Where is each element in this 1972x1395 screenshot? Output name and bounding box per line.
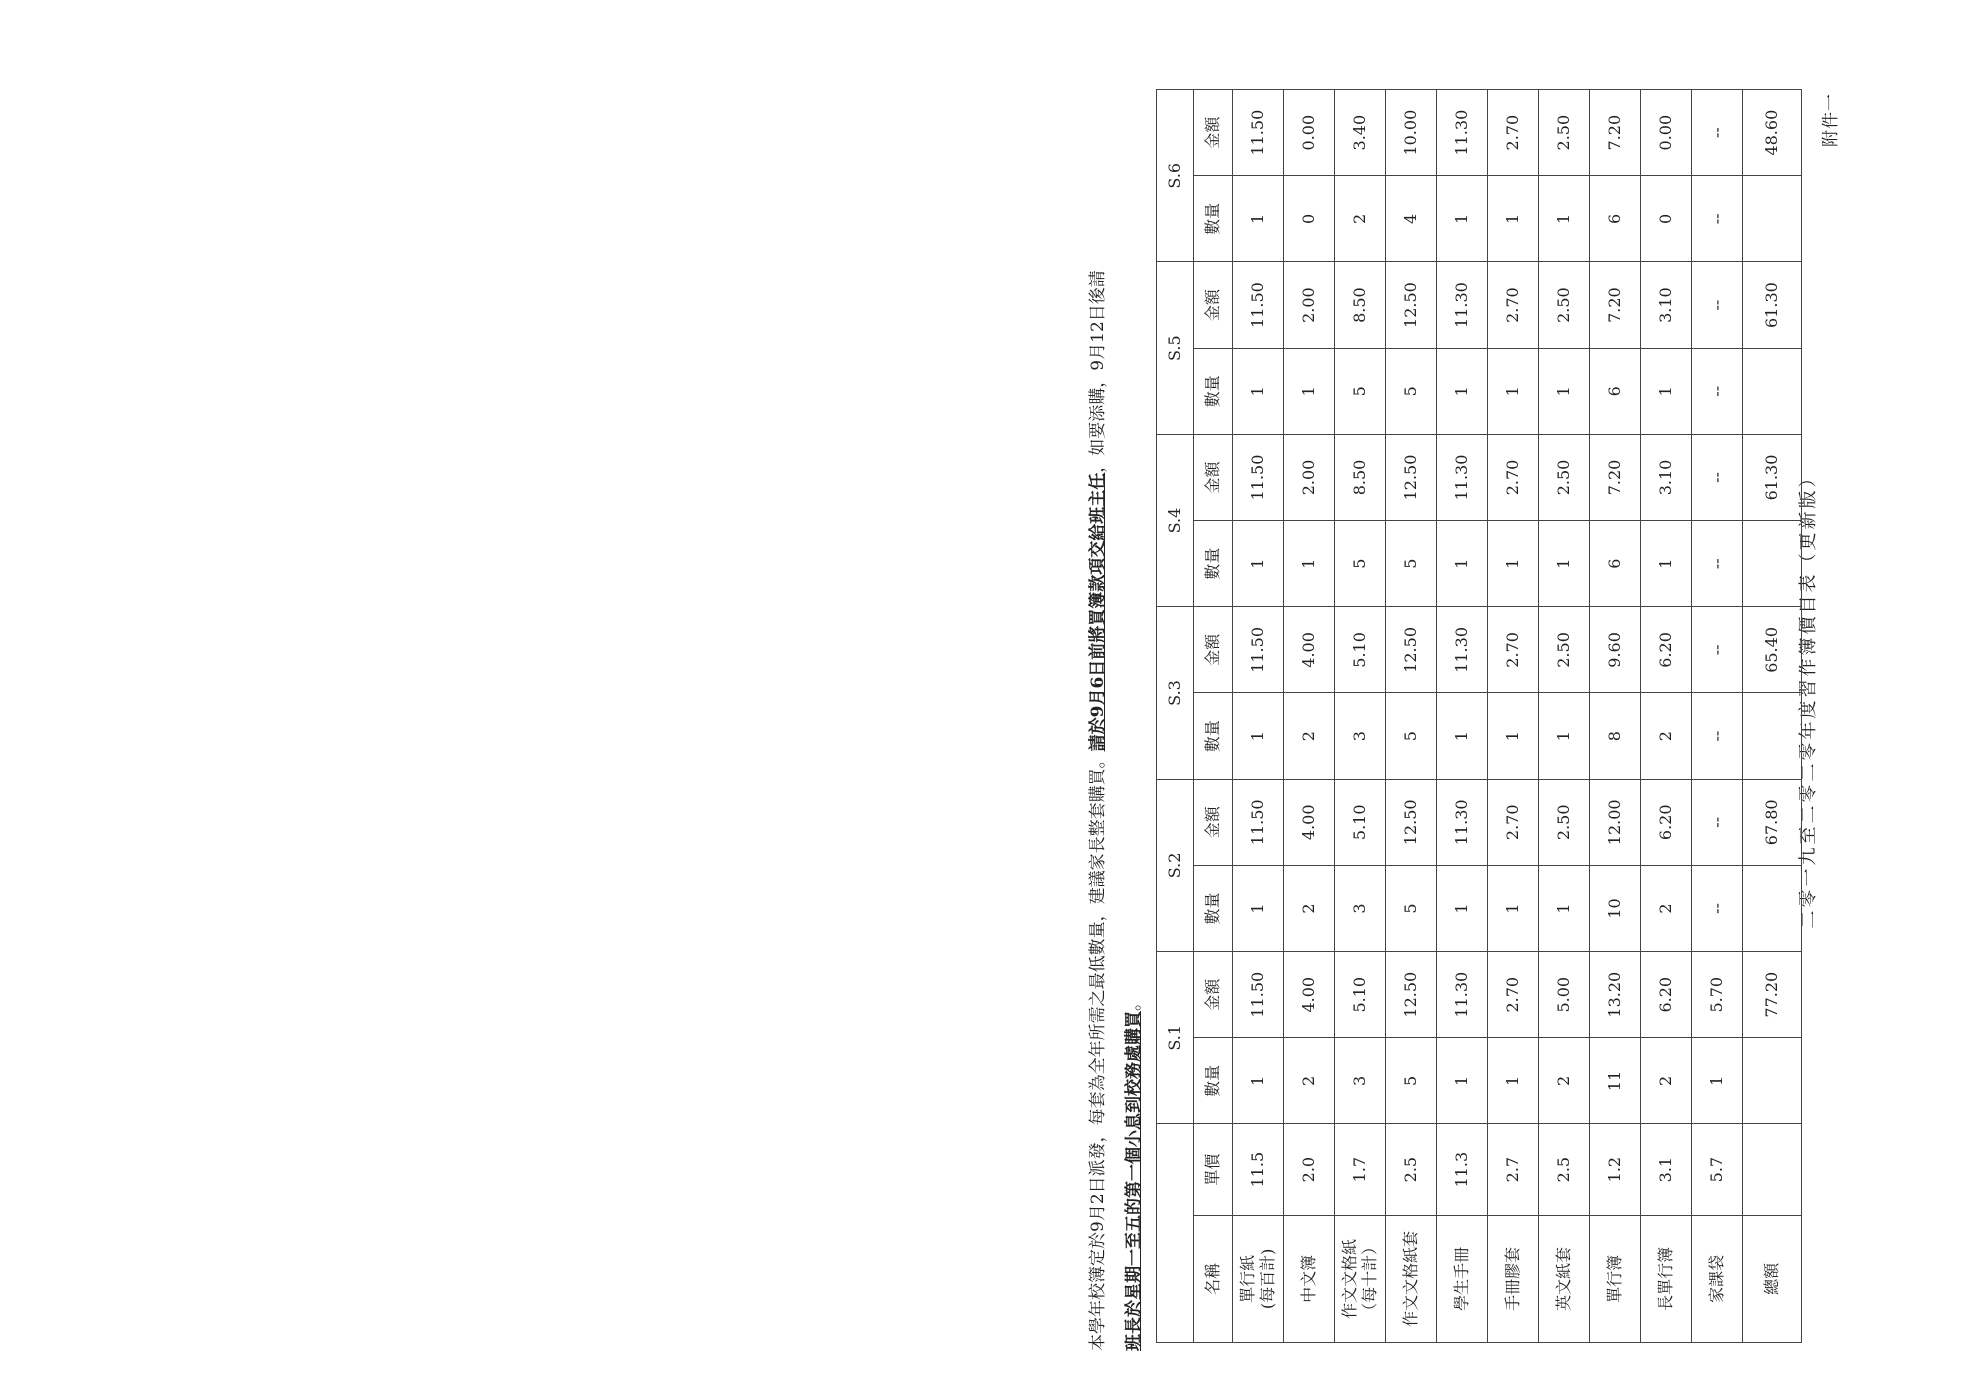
item-name <box>1488 1215 1539 1342</box>
item-name-line: 家課袋 <box>1707 1254 1726 1303</box>
amount-cell: 2.70 <box>1488 262 1539 348</box>
amount-cell: 3.10 <box>1641 434 1692 520</box>
qty-cell: 5 <box>1335 348 1386 434</box>
qty-cell: 1 <box>1539 865 1590 951</box>
amount-cell: 11.30 <box>1437 90 1488 176</box>
qty-cell: 1 <box>1488 693 1539 779</box>
header-amount: 金額 <box>1194 262 1233 348</box>
amount-cell: 11.30 <box>1437 262 1488 348</box>
qty-cell: 3 <box>1335 865 1386 951</box>
qty-cell: 2 <box>1284 1038 1335 1124</box>
total-qty-blank <box>1743 176 1802 262</box>
table-row <box>1539 90 1590 1343</box>
amount-cell: 12.50 <box>1386 779 1437 865</box>
qty-cell: 1 <box>1488 865 1539 951</box>
total-amount: 65.40 <box>1743 607 1802 693</box>
qty-cell: 2 <box>1641 693 1692 779</box>
qty-cell: 4 <box>1386 176 1437 262</box>
amount-cell: 4.00 <box>1284 607 1335 693</box>
qty-cell: 1 <box>1437 176 1488 262</box>
amount-cell: 7.20 <box>1590 262 1641 348</box>
unit-price: 1.7 <box>1335 1124 1386 1215</box>
qty-cell: 5 <box>1386 521 1437 607</box>
amount-cell: -- <box>1692 779 1743 865</box>
amount-cell: 5.00 <box>1539 952 1590 1038</box>
total-amount: 67.80 <box>1743 779 1802 865</box>
header-unit-price: 單價 <box>1194 1124 1233 1215</box>
notes-line-2 <box>1116 51 1152 1351</box>
item-name <box>1335 1215 1386 1342</box>
notes-line-2-tail: 。 <box>1124 994 1144 1011</box>
header-form-2: S.2 <box>1157 779 1194 951</box>
document-page <box>986 0 1972 1395</box>
amount-cell: 10.00 <box>1386 90 1437 176</box>
amount-cell: 9.60 <box>1590 607 1641 693</box>
total-qty-blank <box>1743 348 1802 434</box>
amount-cell: 0.00 <box>1284 90 1335 176</box>
qty-cell: 1 <box>1437 348 1488 434</box>
amount-cell: 2.50 <box>1539 779 1590 865</box>
amount-cell: 11.30 <box>1437 434 1488 520</box>
item-name <box>1233 1215 1284 1342</box>
unit-price: 2.5 <box>1386 1124 1437 1215</box>
header-row-forms <box>1157 90 1194 1343</box>
header-blank <box>1157 1124 1194 1343</box>
amount-cell: 5.10 <box>1335 607 1386 693</box>
amount-cell: 2.70 <box>1488 952 1539 1038</box>
qty-cell: 5 <box>1386 1038 1437 1124</box>
qty-cell: -- <box>1692 865 1743 951</box>
amount-cell: 5.10 <box>1335 952 1386 1038</box>
item-name <box>1284 1215 1335 1342</box>
amount-cell: 2.70 <box>1488 779 1539 865</box>
table-row <box>1284 90 1335 1343</box>
qty-cell: 1 <box>1437 865 1488 951</box>
qty-cell: 5 <box>1386 693 1437 779</box>
amount-cell: 8.50 <box>1335 262 1386 348</box>
qty-cell: 0 <box>1284 176 1335 262</box>
amount-cell: 11.30 <box>1437 952 1488 1038</box>
amount-cell: 2.70 <box>1488 607 1539 693</box>
header-form-5: S.5 <box>1157 262 1194 434</box>
amount-cell: 11.50 <box>1233 262 1284 348</box>
qty-cell: 1 <box>1437 1038 1488 1124</box>
qty-cell: 5 <box>1386 348 1437 434</box>
notes <box>1080 51 1152 1351</box>
amount-cell: 13.20 <box>1590 952 1641 1038</box>
amount-cell: 12.50 <box>1386 434 1437 520</box>
amount-cell: 4.00 <box>1284 779 1335 865</box>
qty-cell: -- <box>1692 176 1743 262</box>
header-name: 名稱 <box>1194 1215 1233 1342</box>
table-row <box>1437 90 1488 1343</box>
qty-cell: 1 <box>1488 348 1539 434</box>
amount-cell: 11.50 <box>1233 90 1284 176</box>
total-amount: 61.30 <box>1743 262 1802 348</box>
table-row <box>1386 90 1437 1343</box>
amount-cell: 5.10 <box>1335 779 1386 865</box>
qty-cell: 10 <box>1590 865 1641 951</box>
qty-cell: -- <box>1692 521 1743 607</box>
table-row <box>1590 90 1641 1343</box>
qty-cell: 5 <box>1386 865 1437 951</box>
amount-cell: 11.30 <box>1437 779 1488 865</box>
amount-cell: 8.50 <box>1335 434 1386 520</box>
qty-cell: 1 <box>1539 693 1590 779</box>
qty-cell: 1 <box>1233 176 1284 262</box>
notes-line-1 <box>1080 51 1116 1351</box>
unit-price: 2.5 <box>1539 1124 1590 1215</box>
amount-cell: 7.20 <box>1590 90 1641 176</box>
amount-cell: 2.50 <box>1539 607 1590 693</box>
item-name-line: 手冊膠套 <box>1503 1246 1522 1311</box>
header-form-1: S.1 <box>1157 952 1194 1124</box>
qty-cell: 1 <box>1539 348 1590 434</box>
qty-cell: 3 <box>1335 1038 1386 1124</box>
header-qty: 數量 <box>1194 521 1233 607</box>
item-name-line: 學生手冊 <box>1452 1246 1471 1311</box>
item-name-line: （每十計） <box>1360 1238 1379 1319</box>
qty-cell: 1 <box>1641 521 1692 607</box>
qty-cell: 1 <box>1488 176 1539 262</box>
header-qty: 數量 <box>1194 1038 1233 1124</box>
unit-price: 5.7 <box>1692 1124 1743 1215</box>
header-amount: 金額 <box>1194 90 1233 176</box>
item-name <box>1386 1215 1437 1342</box>
amount-cell: 6.20 <box>1641 607 1692 693</box>
item-name <box>1641 1215 1692 1342</box>
qty-cell: 2 <box>1284 865 1335 951</box>
header-qty: 數量 <box>1194 693 1233 779</box>
qty-cell: 1 <box>1641 348 1692 434</box>
qty-cell: 1 <box>1284 348 1335 434</box>
item-name <box>1539 1215 1590 1342</box>
qty-cell: 1 <box>1539 176 1590 262</box>
total-qty-blank <box>1743 1038 1802 1124</box>
attachment-label: 附件一 <box>1821 93 1841 147</box>
header-amount: 金額 <box>1194 434 1233 520</box>
amount-cell: 11.50 <box>1233 607 1284 693</box>
notes-line-1-tail: ，如要添購，9月12日後請 <box>1088 270 1108 473</box>
qty-cell: 2 <box>1335 176 1386 262</box>
amount-cell: 12.50 <box>1386 952 1437 1038</box>
amount-cell: 11.50 <box>1233 434 1284 520</box>
amount-cell: 12.00 <box>1590 779 1641 865</box>
header-amount: 金額 <box>1194 607 1233 693</box>
amount-cell: 2.70 <box>1488 90 1539 176</box>
document-title: 二零一九至二零二零年度習作簿價目表（更新版） <box>1798 466 1819 929</box>
header-qty: 數量 <box>1194 348 1233 434</box>
total-amount: 61.30 <box>1743 434 1802 520</box>
qty-cell: 11 <box>1590 1038 1641 1124</box>
header-form-6: S.6 <box>1157 90 1194 262</box>
header-qty: 數量 <box>1194 865 1233 951</box>
total-row <box>1743 90 1802 1343</box>
item-name-line: 中文簿 <box>1299 1254 1318 1303</box>
amount-cell: 5.70 <box>1692 952 1743 1038</box>
total-label: 總額 <box>1743 1215 1802 1342</box>
table-row <box>1488 90 1539 1343</box>
amount-cell: -- <box>1692 90 1743 176</box>
unit-price: 2.0 <box>1284 1124 1335 1215</box>
item-name-line: (每百計) <box>1258 1248 1277 1310</box>
amount-cell: -- <box>1692 607 1743 693</box>
table-row <box>1641 90 1692 1343</box>
qty-cell: 1 <box>1284 521 1335 607</box>
amount-cell: 3.40 <box>1335 90 1386 176</box>
qty-cell: 2 <box>1284 693 1335 779</box>
table-row <box>1233 90 1284 1343</box>
qty-cell: 1 <box>1233 521 1284 607</box>
qty-cell: 6 <box>1590 348 1641 434</box>
qty-cell: 1 <box>1437 521 1488 607</box>
qty-cell: -- <box>1692 348 1743 434</box>
item-name-line: 長單行簿 <box>1656 1246 1675 1311</box>
notes-line-1-emphasis: 請於9月6日前將買簿款項交給班主任 <box>1088 472 1108 752</box>
amount-cell: 2.50 <box>1539 90 1590 176</box>
qty-cell: 2 <box>1539 1038 1590 1124</box>
qty-cell: 1 <box>1233 693 1284 779</box>
header-qty: 數量 <box>1194 176 1233 262</box>
header-form-3: S.3 <box>1157 607 1194 779</box>
total-qty-blank <box>1743 521 1802 607</box>
qty-cell: 8 <box>1590 693 1641 779</box>
amount-cell: 11.30 <box>1437 607 1488 693</box>
total-qty-blank <box>1743 865 1802 951</box>
qty-cell: 6 <box>1590 521 1641 607</box>
item-name-line: 英文紙套 <box>1554 1246 1573 1311</box>
amount-cell: 2.50 <box>1539 262 1590 348</box>
qty-cell: -- <box>1692 693 1743 779</box>
qty-cell: 0 <box>1641 176 1692 262</box>
qty-cell: 1 <box>1233 348 1284 434</box>
qty-cell: 1 <box>1692 1038 1743 1124</box>
unit-price: 11.5 <box>1233 1124 1284 1215</box>
amount-cell: 12.50 <box>1386 262 1437 348</box>
amount-cell: -- <box>1692 434 1743 520</box>
table-row <box>1692 90 1743 1343</box>
item-name <box>1590 1215 1641 1342</box>
header-form-4: S.4 <box>1157 434 1194 606</box>
item-name <box>1692 1215 1743 1342</box>
table-row <box>1335 90 1386 1343</box>
amount-cell: 11.50 <box>1233 779 1284 865</box>
unit-price: 11.3 <box>1437 1124 1488 1215</box>
amount-cell: 0.00 <box>1641 90 1692 176</box>
qty-cell: 5 <box>1335 521 1386 607</box>
unit-price: 1.2 <box>1590 1124 1641 1215</box>
amount-cell: 2.50 <box>1539 434 1590 520</box>
qty-cell: 6 <box>1590 176 1641 262</box>
notes-line-2-emphasis: 班長於星期一至五的第一個小息到校務處購買 <box>1124 1011 1144 1351</box>
notes-line-1-text: 本學年校簿定於9月2日派發，每套為全年所需之最低數量，建議家長整套購買。 <box>1088 751 1108 1351</box>
header-row-columns <box>1194 90 1233 1343</box>
header-amount: 金額 <box>1194 779 1233 865</box>
amount-cell: 12.50 <box>1386 607 1437 693</box>
item-name-line: 作文文格紙套 <box>1401 1230 1420 1327</box>
qty-cell: 1 <box>1488 521 1539 607</box>
qty-cell: 2 <box>1641 865 1692 951</box>
total-qty-blank <box>1743 693 1802 779</box>
amount-cell: 2.70 <box>1488 434 1539 520</box>
amount-cell: 7.20 <box>1590 434 1641 520</box>
unit-price: 2.7 <box>1488 1124 1539 1215</box>
unit-price: 3.1 <box>1641 1124 1692 1215</box>
qty-cell: 1 <box>1437 693 1488 779</box>
item-name-line: 作文文格紙 <box>1340 1238 1359 1319</box>
price-table <box>1156 89 1802 1343</box>
amount-cell: 2.00 <box>1284 434 1335 520</box>
amount-cell: 4.00 <box>1284 952 1335 1038</box>
qty-cell: 2 <box>1641 1038 1692 1124</box>
item-name-line: 單行紙 <box>1238 1254 1257 1303</box>
qty-cell: 1 <box>1233 1038 1284 1124</box>
amount-cell: 11.50 <box>1233 952 1284 1038</box>
total-amount: 48.60 <box>1743 90 1802 176</box>
amount-cell: 6.20 <box>1641 952 1692 1038</box>
amount-cell: 3.10 <box>1641 262 1692 348</box>
qty-cell: 3 <box>1335 693 1386 779</box>
amount-cell: 6.20 <box>1641 779 1692 865</box>
qty-cell: 1 <box>1488 1038 1539 1124</box>
amount-cell: 2.00 <box>1284 262 1335 348</box>
amount-cell: -- <box>1692 262 1743 348</box>
total-price-blank <box>1743 1124 1802 1215</box>
total-amount: 77.20 <box>1743 952 1802 1038</box>
item-name-line: 單行簿 <box>1605 1254 1624 1303</box>
item-name <box>1437 1215 1488 1342</box>
qty-cell: 1 <box>1539 521 1590 607</box>
qty-cell: 1 <box>1233 865 1284 951</box>
header-amount: 金額 <box>1194 952 1233 1038</box>
